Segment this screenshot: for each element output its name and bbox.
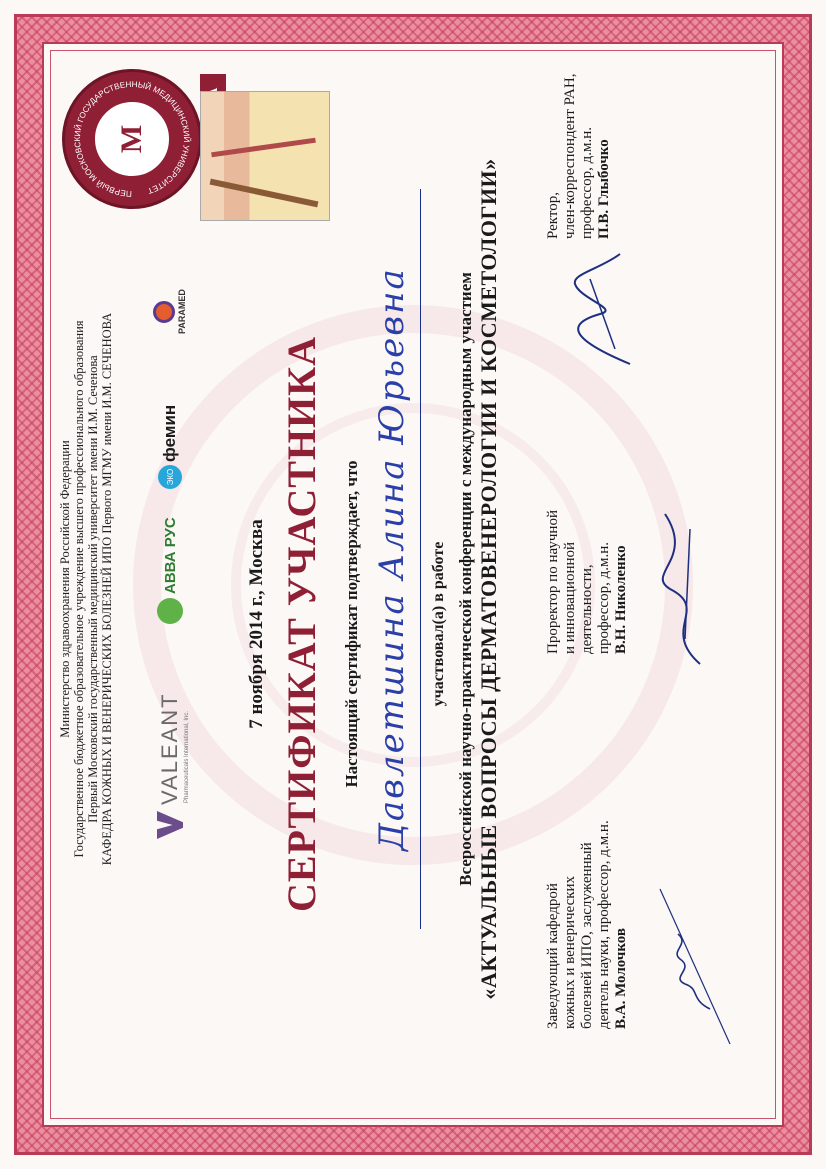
valeant-logo (140, 692, 200, 839)
seal-emblem-icon: М (95, 102, 169, 176)
avva-logo (140, 517, 200, 624)
seal-year: 1758 (159, 130, 169, 148)
signatory-name: В.А. Молочков (613, 927, 629, 1029)
confirm-text: Настоящий сертификат подтверждает, что (342, 460, 361, 788)
seal-ring-text: ПЕРВЫЙ МОСКОВСКИЙ ГОСУДАРСТВЕННЫЙ МЕДИЦИНСКИЙ УНИВЕРСИТЕТ (72, 79, 192, 199)
department-line: КАФЕДРА КОЖНЫХ И ВЕНЕРИЧЕСКИХ БОЛЕЗНЕЙ ИПО Первого МГМУ имени И.М. СЕЧЕНОВА (100, 312, 114, 866)
signatory-title-line: болезней ИПО, заслуженный (579, 842, 595, 1029)
ekofemin-logo (140, 405, 200, 489)
signatory-title-line: Проректор по научной (545, 510, 561, 654)
signatory-name: П.В. Глыбочко (596, 139, 612, 239)
signatory-title-line: Ректор, (545, 192, 561, 239)
signatory-title-line: член-корреспондент РАН, (562, 73, 578, 239)
participant-name: Давлетшина Алина Юрьевна (372, 267, 412, 851)
sponsor-logos (140, 219, 200, 839)
institution-line-2: Первый Московский государственный медицинский университет имени И.М. Сеченова (86, 355, 100, 823)
signatory-rector (545, 74, 613, 239)
signatory-prorector (545, 510, 630, 654)
certificate-title: СЕРТИФИКАТ УЧАСТНИКА (279, 335, 324, 913)
conference-title: «АКТУАЛЬНЫЕ ВОПРОСЫ ДЕРМАТОВЕНЕРОЛОГИИ И КОСМЕТОЛОГИИ» (476, 158, 501, 1000)
skin-cross-section-illustration (200, 91, 330, 221)
participated-text: участвовал(а) в работе (430, 541, 447, 707)
header-block (58, 189, 114, 989)
avva-name: АВВА РУС (161, 517, 179, 594)
ekofemin-name: фемин (160, 404, 179, 462)
paramed-name: PARAMED (177, 289, 187, 334)
eko-bubble-icon: ЭКО (158, 465, 182, 489)
signatory-title-line: Заведующий кафедрой (545, 883, 561, 1029)
signatory-head-of-department (545, 820, 630, 1029)
conference-description: Всероссийской научно-практической конференции с международным участием (456, 272, 475, 886)
name-underline (420, 189, 421, 929)
paramed-icon (153, 301, 175, 323)
institution-line-1: Государственное бюджетное образовательное учреждение высшего профессионального образования (72, 320, 86, 858)
valeant-v-icon (157, 811, 183, 839)
signatory-title-line: деятельности, (579, 564, 595, 654)
prorector-signature (640, 509, 720, 669)
valeant-name: VALEANT (157, 692, 182, 805)
signatory-title-line: профессор, д.м.н. (579, 127, 595, 239)
signatory-title-line: деятель науки, профессор, д.м.н. (596, 820, 612, 1029)
signatory-name: В.Н. Николенко (613, 545, 629, 654)
university-seal (62, 69, 202, 209)
paramed-logo (140, 289, 200, 334)
signatory-title-line: профессор, д.м.н. (596, 542, 612, 654)
valeant-tagline: Pharmaceuticals International, Inc. (184, 710, 190, 803)
signatory-title-line: и инновационной (562, 541, 578, 654)
head-of-department-signature (640, 859, 750, 1049)
avva-leaf-icon (157, 598, 183, 624)
ministry-line: Министерство здравоохранения Российской Федерации (58, 440, 72, 738)
rector-signature (560, 249, 640, 369)
signatory-title-line: кожных и венерических (562, 875, 578, 1029)
date-place: 7 ноября 2014 г., Москва (246, 519, 267, 729)
